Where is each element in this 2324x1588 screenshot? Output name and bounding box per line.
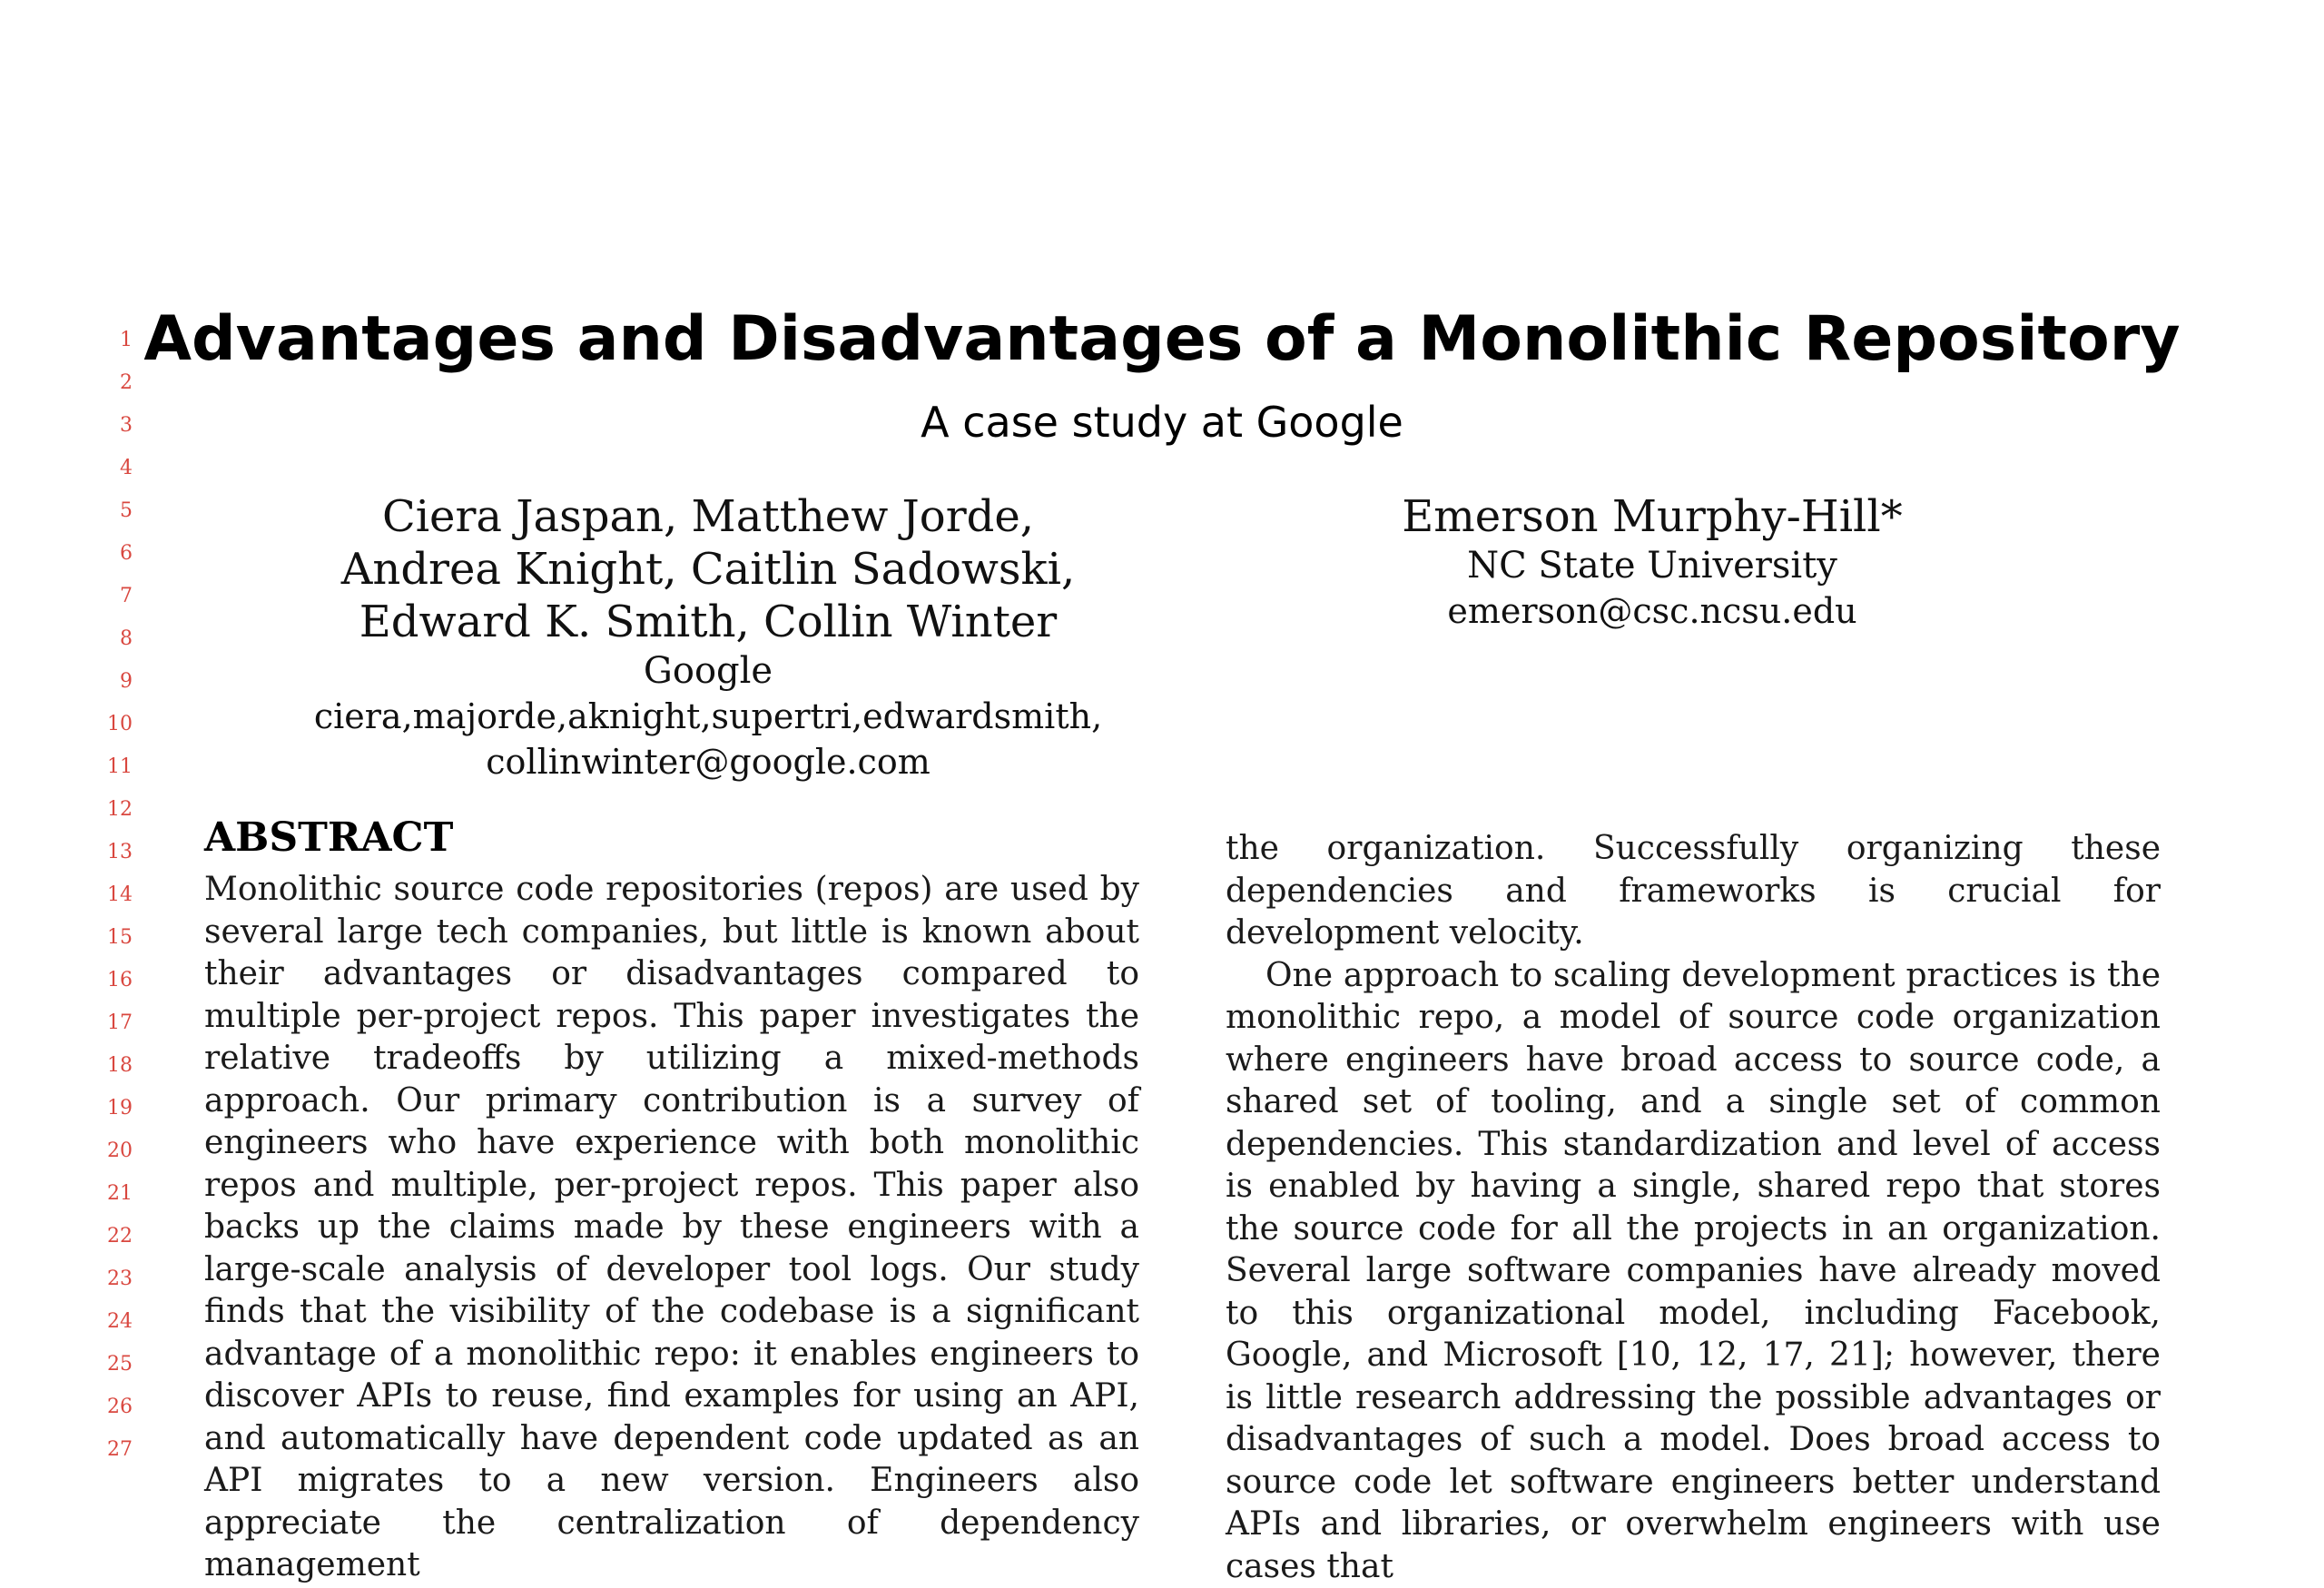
- line-number: 9: [0, 670, 133, 693]
- author-emails: [254, 694, 1162, 784]
- line-number: 8: [0, 627, 133, 650]
- email-line: ciera,majorde,aknight,supertri,edwardsmith,: [254, 694, 1162, 739]
- abstract-column: [204, 813, 1139, 1587]
- abstract-text: Monolithic source code repositories (repos) are used by several large tech companies, but little is known about their advantages or disadvantages compared to multiple per-project repos. This paper investigates the relative tradeoffs by utilizing a mixed-methods approach. Our primary contribution is a survey of engineers who have experience with both monolithic repos and multiple, per-project repos. This paper also backs up the claims made by these engineers with a large-scale analysis of developer tool logs. Our study finds that the visibility of the codebase is a significant advantage of a monolithic repo: it enables engineers to discover APIs to reuse, find examples for using an API, and automatically have dependent code updated as an API migrates to a new version. Engineers also appreciate the centralization of dependency management: [204, 869, 1139, 1587]
- author-line: Edward K. Smith, Collin Winter: [254, 596, 1162, 648]
- line-number: 12: [0, 798, 133, 821]
- author-names: [254, 490, 1162, 648]
- line-number: 24: [0, 1310, 133, 1333]
- line-number: 7: [0, 585, 133, 607]
- intro-paragraph: One approach to scaling development practices is the monolithic repo, a model of source code organization where engineers have broad access to source code, a shared set of tooling, and a single set of common dependencies. This standardization and level of access is enabled by having a single, shared repo that stores the source code for all the projects in an organization. Several large software companies have already moved to this organizational model, including Facebook, Google, and Microsoft [10, 12, 17, 21]; however, there is little research addressing the possible advantages or disadvantages of such a model. Does broad access to source code let software engineers better understand APIs and libraries, or overwhelm engineers with use cases that: [1226, 955, 2161, 1588]
- paper-title: Advantages and Disadvantages of a Monolithic Repository: [0, 303, 2324, 375]
- line-number: 10: [0, 713, 133, 735]
- line-number: 1: [0, 329, 133, 351]
- email-line: collinwinter@google.com: [254, 739, 1162, 784]
- paper-subtitle: A case study at Google: [0, 398, 2324, 447]
- line-number: 20: [0, 1139, 133, 1162]
- line-number: 3: [0, 414, 133, 437]
- line-number: 5: [0, 499, 133, 522]
- author-affiliation: Google: [254, 648, 1162, 694]
- line-number: 26: [0, 1396, 133, 1418]
- line-number-gutter: [0, 0, 145, 1444]
- line-number: 6: [0, 542, 133, 565]
- author-email: emerson@csc.ncsu.edu: [1235, 588, 2070, 634]
- line-number: 25: [0, 1353, 133, 1376]
- author-affiliation: NC State University: [1235, 543, 2070, 588]
- line-number: 14: [0, 883, 133, 906]
- line-number: 15: [0, 926, 133, 949]
- author-name: Emerson Murphy-Hill*: [1235, 490, 2070, 543]
- line-number: 22: [0, 1225, 133, 1248]
- line-number: 13: [0, 841, 133, 863]
- intro-paragraph: the organization. Successfully organizing these dependencies and frameworks is crucial for development velocity.: [1226, 828, 2161, 955]
- line-number: 21: [0, 1182, 133, 1205]
- line-number: 27: [0, 1438, 133, 1461]
- line-number: 11: [0, 755, 133, 778]
- author-line: Andrea Knight, Caitlin Sadowski,: [254, 543, 1162, 596]
- line-number: 18: [0, 1054, 133, 1077]
- abstract-heading: ABSTRACT: [204, 813, 1139, 863]
- line-number: 19: [0, 1097, 133, 1119]
- introduction-column: [1226, 828, 2161, 1588]
- author-block-ncsu: [1235, 490, 2070, 634]
- line-number: 23: [0, 1267, 133, 1290]
- line-number: 2: [0, 371, 133, 394]
- author-line: Ciera Jaspan, Matthew Jorde,: [254, 490, 1162, 543]
- line-number: 16: [0, 969, 133, 991]
- author-block-google: [254, 490, 1162, 784]
- line-number: 17: [0, 1011, 133, 1034]
- line-number: 4: [0, 457, 133, 479]
